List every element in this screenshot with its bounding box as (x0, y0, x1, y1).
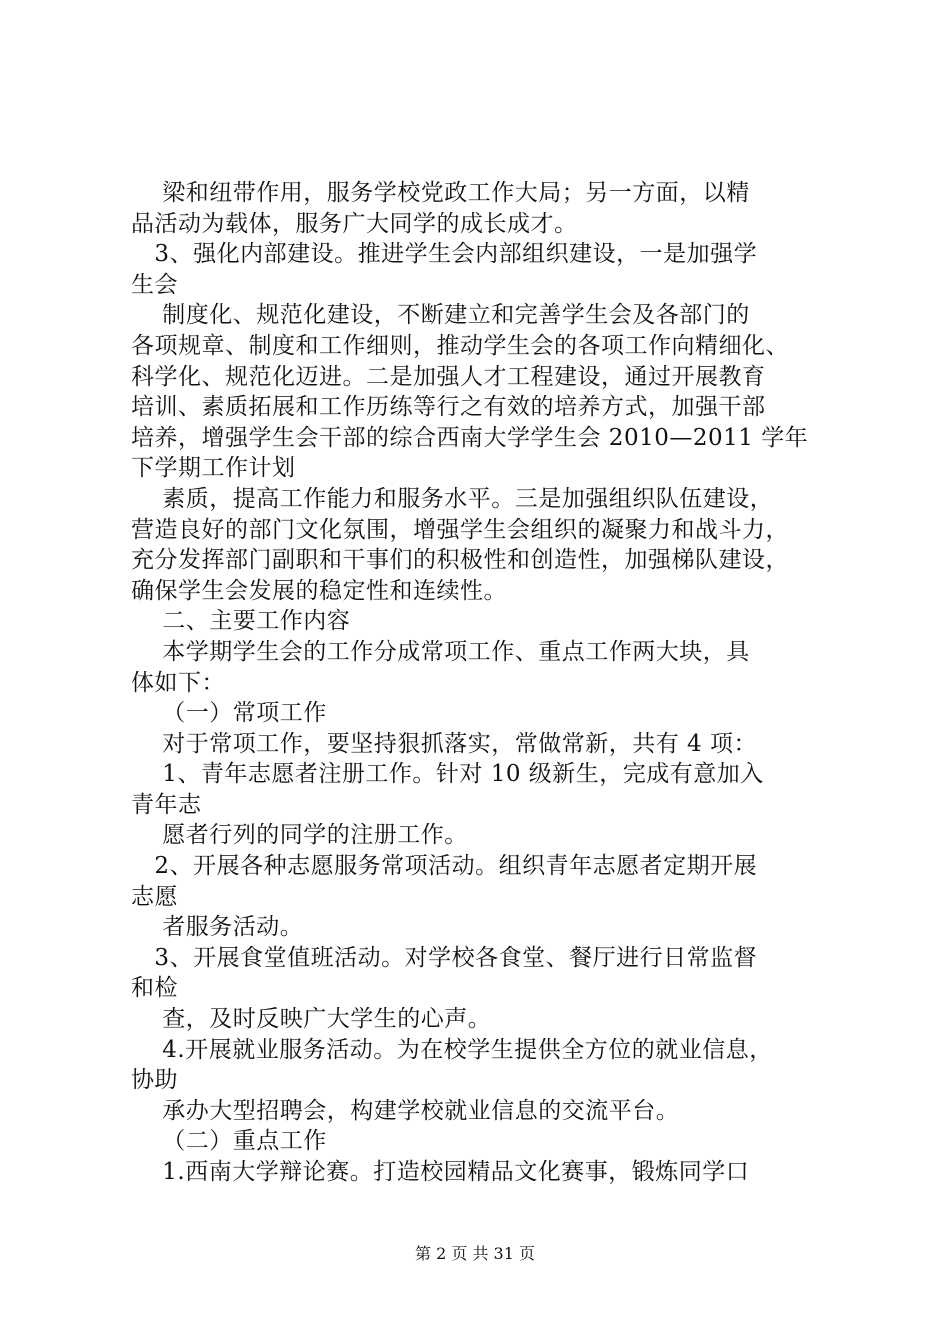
text-line: 营造良好的部门文化氛围，增强学生会组织的凝聚力和战斗力， (131, 516, 789, 543)
text-line: 志愿 (131, 883, 178, 910)
text-line: （一）常项工作 (131, 700, 327, 727)
text-line: 3、开展食堂值班活动。对学校各食堂、餐厅进行日常监督 (131, 944, 758, 971)
text-line: 二、主要工作内容 (131, 608, 351, 635)
text-line: 对于常项工作，要坚持狠抓落实，常做常新，共有 4 项： (131, 730, 757, 757)
text-line: 2、开展各种志愿服务常项活动。组织青年志愿者定期开展 (131, 853, 758, 880)
text-line: 体如下： (131, 669, 225, 696)
text-line: 者服务活动。 (131, 914, 304, 941)
text-line: 和检 (131, 975, 178, 1002)
text-line: 生会 (131, 271, 178, 298)
text-line: 科学化、规范化迈进。二是加强人才工程建设，通过开展教育 (131, 363, 766, 390)
text-line: 青年志 (131, 791, 202, 818)
text-line: 品活动为载体，服务广大同学的成长成才。 (131, 210, 578, 237)
text-line: 下学期工作计划 (131, 455, 296, 482)
text-line: 3、强化内部建设。推进学生会内部组织建设，一是加强学 (131, 241, 758, 268)
text-line: 制度化、规范化建设，不断建立和完善学生会及各部门的 (131, 302, 750, 329)
text-line: 承办大型招聘会，构建学校就业信息的交流平台。 (131, 1097, 680, 1124)
body-text (131, 178, 851, 1188)
text-line: 4.开展就业服务活动。为在校学生提供全方位的就业信息， (131, 1036, 773, 1063)
text-line: 培训、素质拓展和工作历练等行之有效的培养方式，加强干部 (131, 394, 766, 421)
page-footer: 第 2 页 共 31 页 (415, 1244, 535, 1263)
text-line: 1、青年志愿者注册工作。针对 10 级新生，完成有意加入 (131, 761, 764, 788)
text-line: 查，及时反映广大学生的心声。 (131, 1006, 492, 1033)
text-line: 各项规章、制度和工作细则，推动学生会的各项工作向精细化、 (131, 332, 789, 359)
text-line: 愿者行列的同学的注册工作。 (131, 822, 468, 849)
text-line: 确保学生会发展的稳定性和连续性。 (131, 577, 507, 604)
text-line: 协助 (131, 1067, 178, 1094)
text-line: （二）重点工作 (131, 1128, 327, 1155)
text-line: 本学期学生会的工作分成常项工作、重点工作两大块，具 (131, 638, 750, 665)
text-line: 1.西南大学辩论赛。打造校园精品文化赛事，锻炼同学口 (131, 1159, 750, 1185)
text-line: 梁和纽带作用，服务学校党政工作大局；另一方面，以精 (131, 180, 750, 206)
text-line: 培养，增强学生会干部的综合西南大学学生会 2010—2011 学年 (131, 424, 809, 451)
text-line: 充分发挥部门副职和干事们的积极性和创造性，加强梯队建设， (131, 547, 789, 574)
text-line: 素质，提高工作能力和服务水平。三是加强组织队伍建设， (131, 485, 774, 512)
